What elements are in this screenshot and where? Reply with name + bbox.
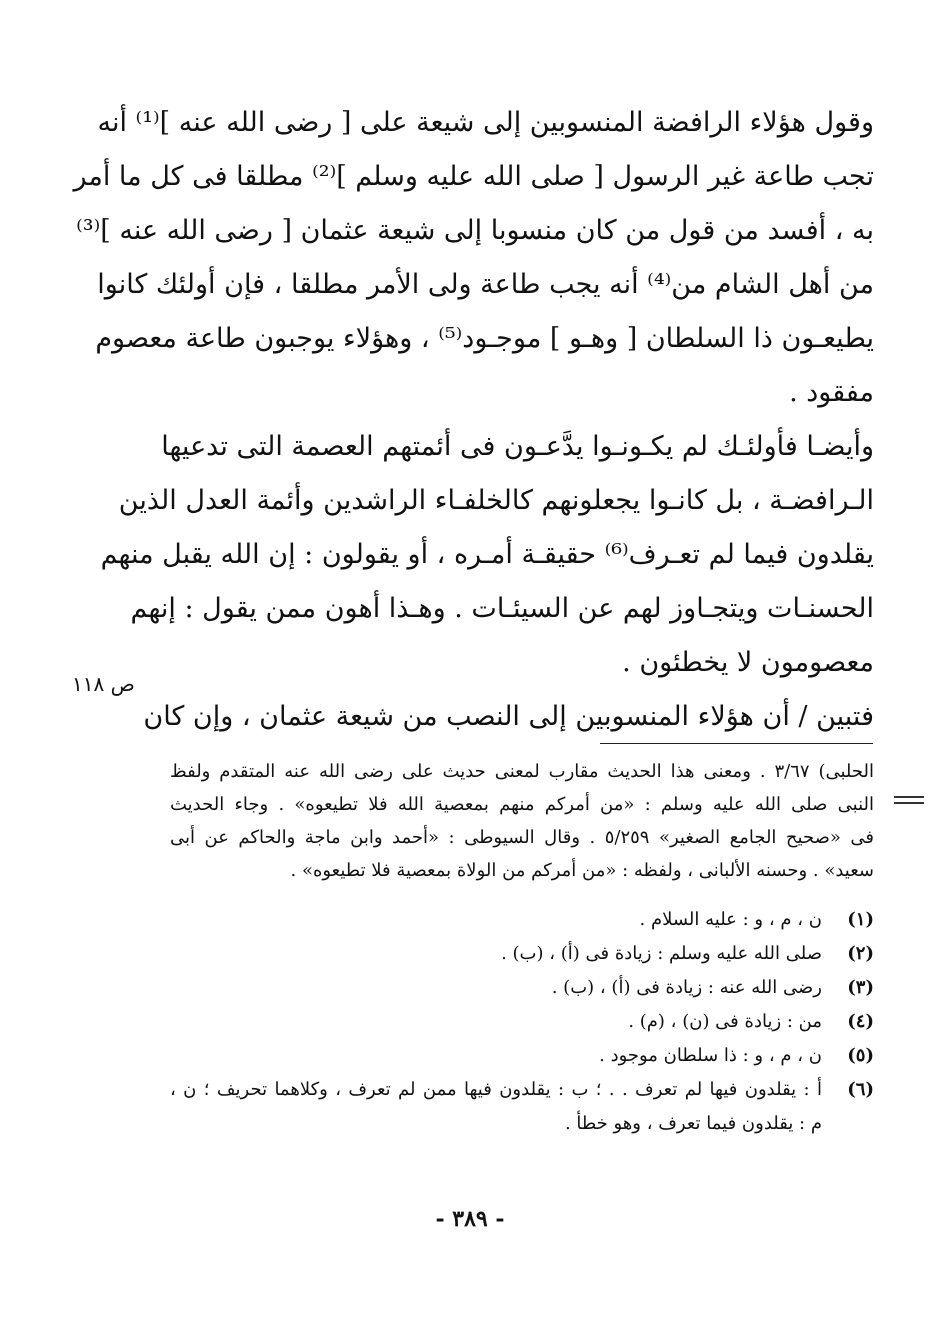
text-line: مفقود . <box>789 377 874 408</box>
footnote-item <box>170 1039 874 1073</box>
footnote-number: (٤) <box>847 1011 874 1032</box>
footnote-item-continuation <box>170 1107 874 1141</box>
footnote-line: فى «صحيح الجامع الصغير» ٥/٢٥٩ . وقال السيوطى : «أحمد وابن ماجة والحاكم عن أبى <box>170 827 874 848</box>
footnote-item <box>170 1005 874 1039</box>
footnote-number: (٣) <box>847 977 874 998</box>
footnote-text: ن ، م ، و : ذا سلطان موجود . <box>599 1045 822 1066</box>
footnote-number: (٦) <box>847 1079 874 1100</box>
text-line: وأيضـا فأولئـك لم يكـونـوا يدَّعـون فى أئمتهم العصمة التى تدعيها <box>161 431 874 462</box>
footnote-item <box>170 1073 874 1107</box>
footnote-continuation <box>170 755 874 887</box>
text-line: يقلدون فيما لم تعـرف⁽⁶⁾ حقيقـة أمـره ، أو يقولون : إن الله يقبل منهم <box>100 539 874 570</box>
footnotes-list <box>170 903 874 1141</box>
footnote-text: صلى الله عليه وسلم : زيادة فى (أ) ، (ب) . <box>501 943 822 964</box>
text-line: معصومون لا يخطئون . <box>622 647 874 678</box>
footnote-text: من : زيادة فى (ن) ، (م) . <box>628 1011 822 1032</box>
text-line: فتبين / أن هؤلاء المنسوبين إلى النصب من شيعة عثمان ، وإن كان <box>143 701 874 732</box>
footnote-number: (١) <box>847 909 874 930</box>
footnote-line: الحلبى) ٣/٦٧ . ومعنى هذا الحديث مقارب لمعنى حديث على رضى الله عنه المتقدم ولفظ <box>170 761 874 782</box>
text-line: الـرافضـة ، بل كانـوا يجعلونهم كالخلفـاء الراشدين وأئمة العدل الذين <box>118 485 874 516</box>
text-line: من أهل الشام من⁽⁴⁾ أنه يجب طاعة ولى الأمر مطلقا ، فإن أولئك كانوا <box>97 269 874 300</box>
footnote-separator <box>600 743 873 744</box>
text-line: يطيعـون ذا السلطان [ وهـو ] موجـود⁽⁵⁾ ، وهؤلاء يوجبون طاعة معصوم <box>95 323 874 354</box>
footnote-item <box>170 903 874 937</box>
footnote-item <box>170 937 874 971</box>
footnote-number: (٢) <box>847 943 874 964</box>
margin-mark <box>894 802 924 804</box>
footnote-line: النبى صلى الله عليه وسلم : «من أمركم منهم بمعصية الله فلا تطيعوه» . وجاء الحديث <box>170 794 874 815</box>
footnote-item <box>170 971 874 1005</box>
footnote-text: أ : يقلدون فيها لم تعرف . . ؛ ب : يقلدون فيها ممن لم تعرف ، وكلاهما تحريف ؛ ن ، <box>170 1079 822 1100</box>
footnote-text: ن ، م ، و : عليه السلام . <box>639 909 822 930</box>
footnote-number: (٥) <box>847 1045 874 1066</box>
footnote-line: سعيد» . وحسنه الألبانى ، ولفظه : «من أمركم من الولاة بمعصية فلا تطيعوه» . <box>290 860 874 881</box>
text-line: به ، أفسد من قول من كان منسوبا إلى شيعة عثمان [ رضى الله عنه ]⁽³⁾ <box>76 215 874 246</box>
text-line: الحسنـات ويتجـاوز لهم عن السيئـات . وهـذا أهون ممن يقول : إنهم <box>130 593 874 624</box>
margin-page-reference: ص ١١٨ <box>72 672 135 696</box>
footnote-text: رضى الله عنه : زيادة فى (أ) ، (ب) . <box>551 977 822 998</box>
text-line: وقول هؤلاء الرافضة المنسوبين إلى شيعة على [ رضى الله عنه ]⁽¹⁾ أنه <box>97 107 874 138</box>
margin-mark <box>894 796 924 798</box>
text-line: تجب طاعة غير الرسول [ صلى الله عليه وسلم ]⁽²⁾ مطلقا فى كل ما أمر <box>73 161 874 192</box>
page-number: - ٣٨٩ - <box>435 1206 505 1232</box>
footnote-text: م : يقلدون فيما تعرف ، وهو خطأ . <box>564 1113 822 1134</box>
